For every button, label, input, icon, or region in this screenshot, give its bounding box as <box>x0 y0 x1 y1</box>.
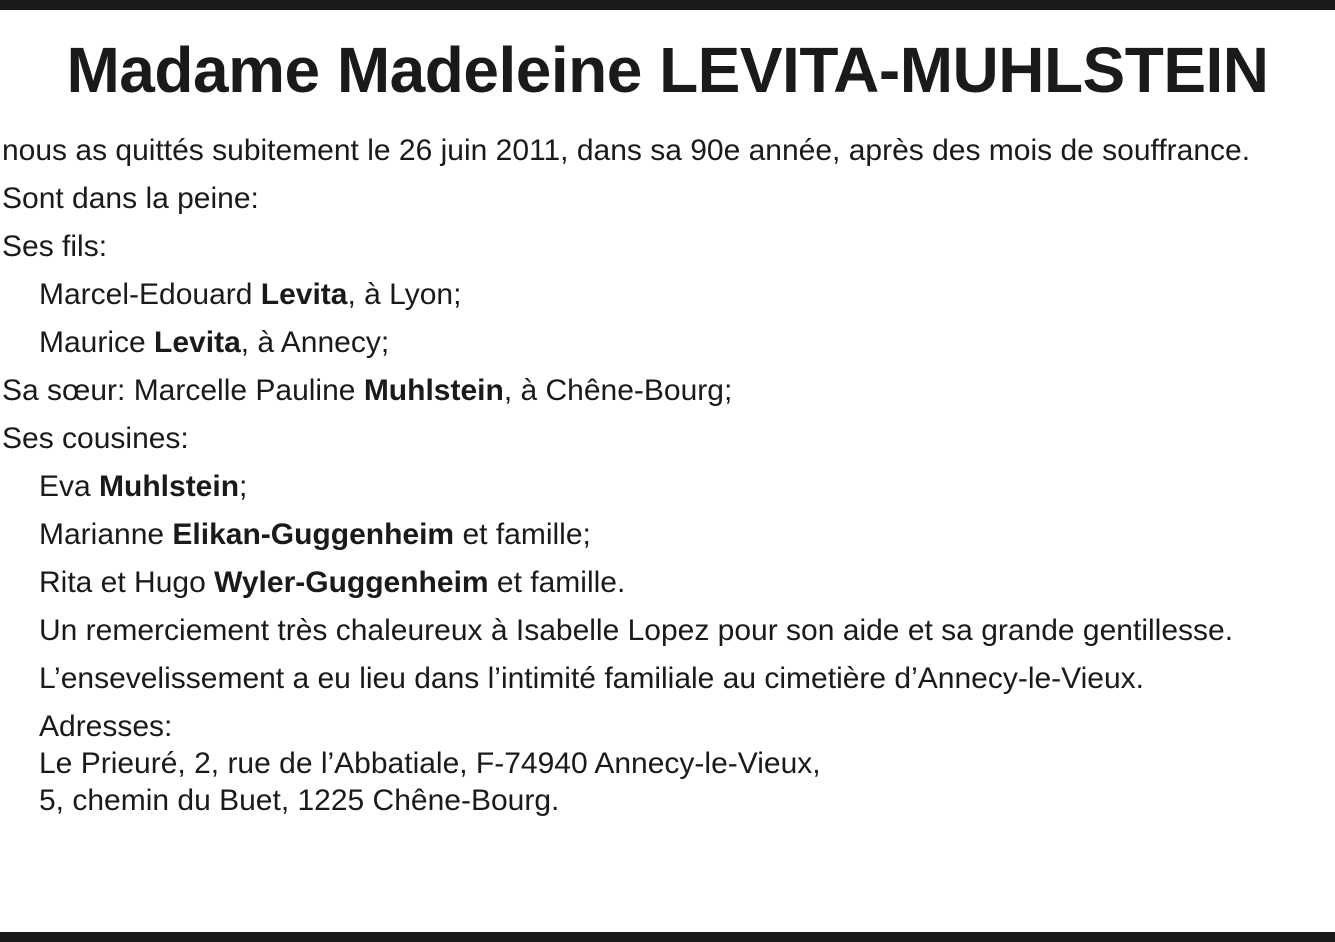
sons-heading: Ses fils: <box>2 230 108 263</box>
family-name: Elikan-Guggenheim <box>172 518 455 551</box>
cousin-entry: Rita et Hugo Wyler-Guggenheim et famille. <box>39 566 626 599</box>
family-name: Levita <box>154 326 241 359</box>
cousins-heading: Ses cousines: <box>2 422 189 455</box>
cousin-entry: Marianne Elikan-Guggenheim et famille; <box>39 518 591 551</box>
intro-paragraph: nous as quittés subitement le 26 juin 2011, dans sa 90e année, après des mois de souffrance. <box>2 134 1251 167</box>
address-line: 5, chemin du Buet, 1225 Chêne-Bourg. <box>39 784 560 817</box>
family-name: Levita <box>260 278 348 311</box>
son-entry: Marcel-Edouard Levita, à Lyon; <box>39 278 462 311</box>
mourning-heading: Sont dans la peine: <box>2 182 259 215</box>
notice-body <box>2 132 1333 819</box>
family-name: Muhlstein <box>99 470 240 503</box>
son-entry: Maurice Levita, à Annecy; <box>39 326 390 359</box>
address-line: Le Prieuré, 2, rue de l’Abbatiale, F-74940 Annecy-le-Vieux, <box>39 747 821 780</box>
notice-title: Madame Madeleine LEVITA-MUHLSTEIN <box>66 34 1269 106</box>
family-name: Muhlstein <box>363 374 504 407</box>
family-name: Wyler-Guggenheim <box>214 566 489 599</box>
thanks-paragraph: Un remerciement très chaleureux à Isabelle Lopez pour son aide et sa grande gentillesse. <box>39 614 1234 647</box>
sister-entry: Sa sœur: Marcelle Pauline Muhlstein, à Chêne-Bourg; <box>2 374 733 407</box>
bottom-rule <box>0 932 1335 942</box>
top-rule <box>0 0 1335 10</box>
cousin-entry: Eva Muhlstein; <box>39 470 248 503</box>
burial-paragraph: L’ensevelissement a eu lieu dans l’intimité familiale au cimetière d’Annecy-le-Vieux. <box>39 662 1145 695</box>
addresses-heading: Adresses: <box>39 710 173 743</box>
